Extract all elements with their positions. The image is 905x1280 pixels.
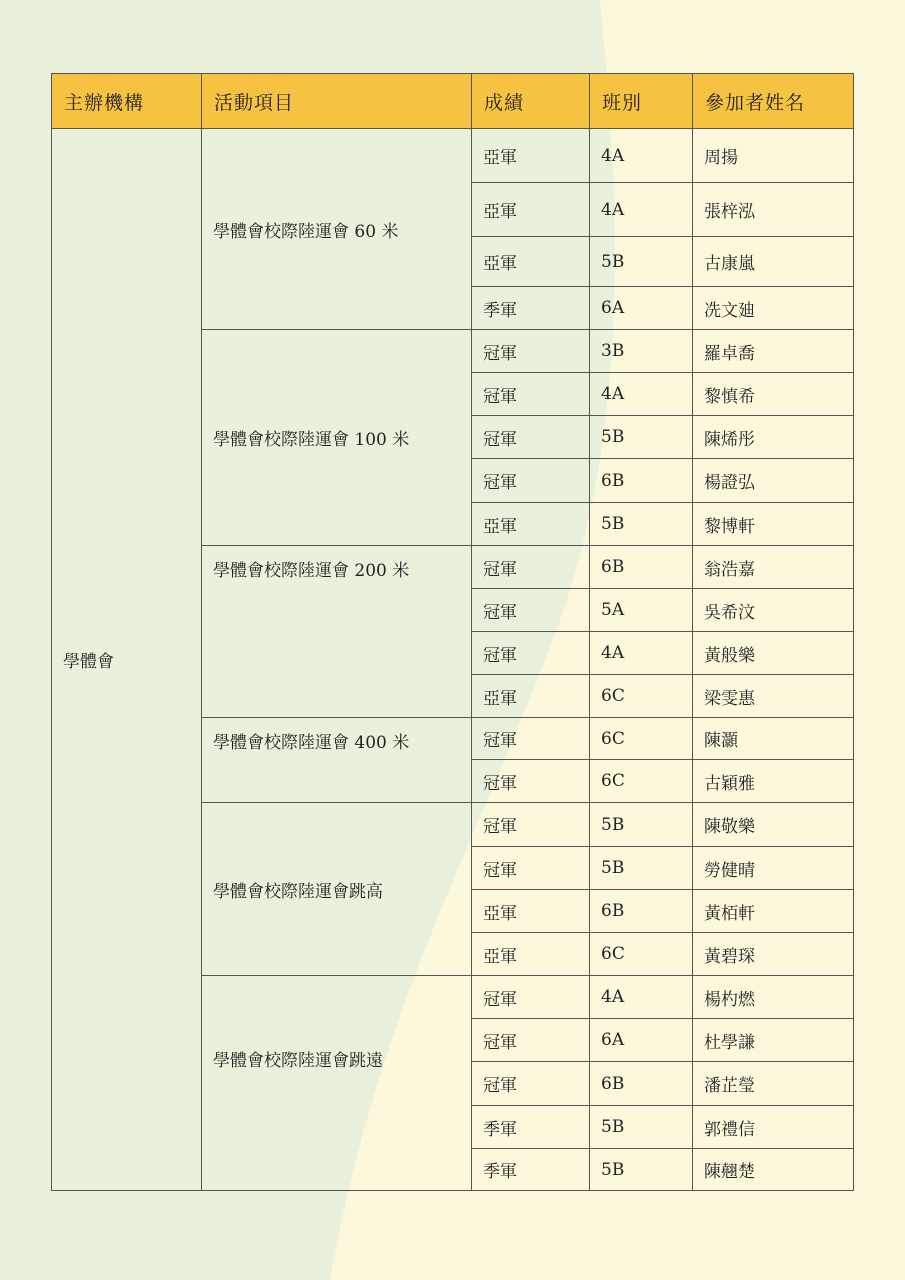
class-cell: 6C xyxy=(590,675,693,718)
class-cell: 5B xyxy=(590,503,693,546)
result-cell: 冠軍 xyxy=(472,330,590,373)
result-cell: 季軍 xyxy=(472,1149,590,1191)
class-cell: 5B xyxy=(590,1106,693,1149)
result-cell: 亞軍 xyxy=(472,890,590,933)
class-cell: 6B xyxy=(590,890,693,933)
result-cell: 冠軍 xyxy=(472,760,590,803)
table-row xyxy=(52,129,854,183)
header-organizer: 主辦機構 xyxy=(52,74,202,129)
participant-cell: 古康嵐 xyxy=(693,237,854,287)
event-cell: 學體會校際陸運會跳遠 xyxy=(202,976,472,1191)
class-cell: 5B xyxy=(590,416,693,459)
result-cell: 冠軍 xyxy=(472,847,590,890)
result-cell: 冠軍 xyxy=(472,589,590,632)
class-cell: 6B xyxy=(590,546,693,589)
class-cell: 4A xyxy=(590,183,693,237)
participant-cell: 翁浩嘉 xyxy=(693,546,854,589)
result-cell: 季軍 xyxy=(472,287,590,330)
result-cell: 冠軍 xyxy=(472,1062,590,1106)
results-table xyxy=(51,73,854,1191)
event-cell: 學體會校際陸運會跳高 xyxy=(202,803,472,976)
header-participant: 參加者姓名 xyxy=(693,74,854,129)
participant-cell: 勞健晴 xyxy=(693,847,854,890)
result-cell: 冠軍 xyxy=(472,1019,590,1062)
class-cell: 6A xyxy=(590,1019,693,1062)
result-cell: 亞軍 xyxy=(472,675,590,718)
class-cell: 6A xyxy=(590,287,693,330)
result-cell: 冠軍 xyxy=(472,976,590,1019)
participant-cell: 黎博軒 xyxy=(693,503,854,546)
participant-cell: 冼文廸 xyxy=(693,287,854,330)
result-cell: 亞軍 xyxy=(472,183,590,237)
class-cell: 3B xyxy=(590,330,693,373)
class-cell: 6C xyxy=(590,933,693,976)
event-cell: 學體會校際陸運會 200 米 xyxy=(202,546,472,718)
event-cell: 學體會校際陸運會 400 米 xyxy=(202,718,472,803)
participant-cell: 陳翹楚 xyxy=(693,1149,854,1191)
class-cell: 6C xyxy=(590,760,693,803)
class-cell: 5B xyxy=(590,237,693,287)
table-header-row xyxy=(52,74,854,129)
header-event: 活動項目 xyxy=(202,74,472,129)
class-cell: 5B xyxy=(590,803,693,847)
organizer-cell: 學體會 xyxy=(52,129,202,1191)
participant-cell: 黃栢軒 xyxy=(693,890,854,933)
result-cell: 亞軍 xyxy=(472,933,590,976)
participant-cell: 楊證弘 xyxy=(693,459,854,503)
class-cell: 5B xyxy=(590,847,693,890)
participant-cell: 陳烯彤 xyxy=(693,416,854,459)
result-cell: 冠軍 xyxy=(472,416,590,459)
participant-cell: 楊杓燃 xyxy=(693,976,854,1019)
table-body xyxy=(52,129,854,1191)
class-cell: 4A xyxy=(590,632,693,675)
class-cell: 6B xyxy=(590,459,693,503)
participant-cell: 陳敬樂 xyxy=(693,803,854,847)
result-cell: 亞軍 xyxy=(472,129,590,183)
participant-cell: 羅卓喬 xyxy=(693,330,854,373)
class-cell: 4A xyxy=(590,373,693,416)
event-cell: 學體會校際陸運會 60 米 xyxy=(202,129,472,330)
class-cell: 6C xyxy=(590,718,693,760)
result-cell: 亞軍 xyxy=(472,237,590,287)
participant-cell: 黃般樂 xyxy=(693,632,854,675)
result-cell: 冠軍 xyxy=(472,373,590,416)
participant-cell: 梁雯惠 xyxy=(693,675,854,718)
class-cell: 4A xyxy=(590,976,693,1019)
result-cell: 冠軍 xyxy=(472,718,590,760)
result-cell: 冠軍 xyxy=(472,803,590,847)
participant-cell: 古穎雅 xyxy=(693,760,854,803)
class-cell: 5B xyxy=(590,1149,693,1191)
participant-cell: 郭禮信 xyxy=(693,1106,854,1149)
class-cell: 5A xyxy=(590,589,693,632)
result-cell: 冠軍 xyxy=(472,632,590,675)
result-cell: 季軍 xyxy=(472,1106,590,1149)
header-result: 成績 xyxy=(472,74,590,129)
event-cell: 學體會校際陸運會 100 米 xyxy=(202,330,472,546)
participant-cell: 杜學謙 xyxy=(693,1019,854,1062)
participant-cell: 吳希汶 xyxy=(693,589,854,632)
class-cell: 6B xyxy=(590,1062,693,1106)
header-class: 班別 xyxy=(590,74,693,129)
participant-cell: 周揚 xyxy=(693,129,854,183)
result-cell: 冠軍 xyxy=(472,546,590,589)
participant-cell: 黃碧琛 xyxy=(693,933,854,976)
participant-cell: 陳灝 xyxy=(693,718,854,760)
participant-cell: 潘芷瑩 xyxy=(693,1062,854,1106)
class-cell: 4A xyxy=(590,129,693,183)
participant-cell: 張梓泓 xyxy=(693,183,854,237)
participant-cell: 黎慎希 xyxy=(693,373,854,416)
result-cell: 亞軍 xyxy=(472,503,590,546)
result-cell: 冠軍 xyxy=(472,459,590,503)
